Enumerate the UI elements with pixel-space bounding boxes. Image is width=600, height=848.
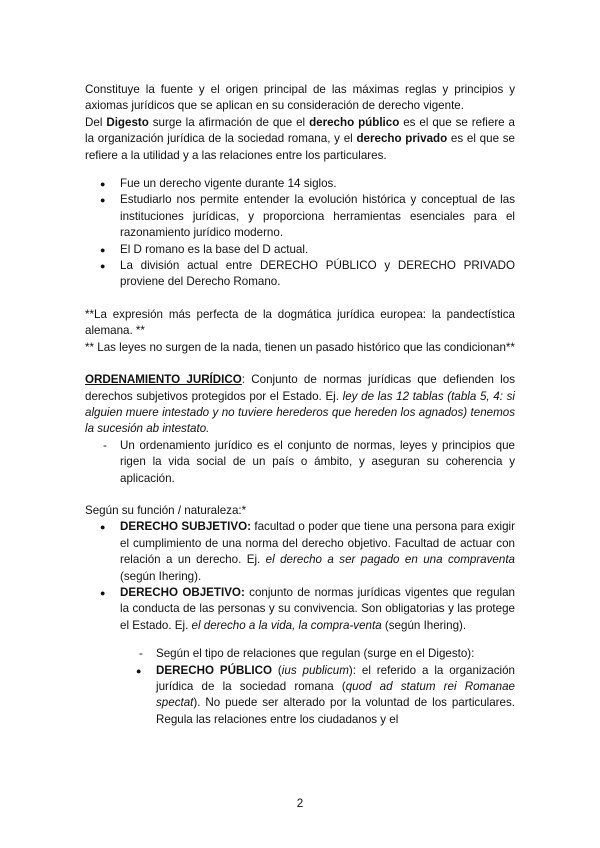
text-fragment: ): el referido a la organización jurídica de la sociedad romana ( bbox=[156, 663, 515, 693]
text-fragment: Del bbox=[85, 115, 107, 129]
list-item bbox=[121, 663, 515, 729]
text-fragment: (según Ihering). bbox=[381, 618, 467, 632]
text-fragment: conjunto de normas jurídicas vigentes que regulan la conducta de las personas y su convivencia. Son obligatorias y las protege el Estado. Ej. bbox=[120, 585, 515, 632]
digesto-term: Digesto bbox=[106, 115, 149, 129]
note-pandectistica: **La expresión más perfecta de la dogmática jurídica europea: la pandectística alemana. ** bbox=[85, 307, 515, 338]
derecho-publico-term: derecho público bbox=[309, 115, 400, 129]
derecho-privado-term: derecho privado bbox=[356, 132, 448, 146]
intro-paragraph bbox=[85, 82, 515, 164]
latin-quote: quod ad statum rei Romanae spectat bbox=[156, 680, 515, 710]
derecho-objetivo-term: DERECHO OBJETIVO: bbox=[120, 585, 245, 599]
text-fragment: es el que se refiere a la organización jurídica de la sociedad romana, y el bbox=[85, 115, 515, 146]
text-fragment: facultad o poder que tiene una persona para exigir el cumplimiento de una norma del derecho objetivo. Facultad de actuar con relación a un derecho. Ej. bbox=[120, 520, 515, 567]
list-item bbox=[85, 519, 515, 585]
list-item: ● El D romano es la base del D actual. bbox=[85, 242, 515, 258]
list-item: - Según el tipo de relaciones que regulan (surge en el Digesto): bbox=[121, 646, 515, 662]
note-leyes: ** Las leyes no surgen de la nada, tienen un pasado histórico que las condicionan** bbox=[85, 340, 515, 354]
objetivo-example: el derecho a la vida, la compra-venta bbox=[191, 618, 382, 632]
page-number: 2 bbox=[296, 797, 304, 810]
text-fragment: : Conjunto de normas jurídicas que defienden los derechos subjetivos protegidos por el Estado. Ej. bbox=[85, 373, 515, 403]
funcion-heading: Según su función / naturaleza:* bbox=[85, 503, 247, 517]
relaciones-list bbox=[121, 663, 515, 729]
funcion-list bbox=[85, 519, 515, 634]
relaciones-dash-list bbox=[121, 646, 515, 662]
ius-publicum-term: ius publicum bbox=[281, 663, 349, 677]
intro-text: Constituye la fuente y el origen principal de las máximas reglas y principios y axiomas jurídicos que se aplican en su consideración de derecho vigente. bbox=[85, 83, 515, 113]
ordenamiento-paragraph bbox=[85, 372, 515, 438]
list-item: ● Estudiarlo nos permite entender la evolución histórica y conceptual de las instituciones jurídicas, y proporciona herramientas esenciales para el razonamiento jurídico moderno. bbox=[85, 192, 515, 241]
text-fragment: (según Ihering). bbox=[120, 569, 202, 583]
subjetivo-example: el derecho a ser pagado en una compraventa bbox=[265, 553, 515, 567]
text-fragment: ( bbox=[272, 663, 282, 677]
text-fragment: surge la afirmación de que el bbox=[148, 115, 310, 129]
text-fragment: es el que se refiere a la utilidad y a las relaciones entre los particulares. bbox=[85, 132, 515, 162]
ordenamiento-term: ORDENAMIENTO JURÍDICO bbox=[85, 373, 242, 387]
document-page bbox=[85, 82, 515, 728]
derecho-subjetivo-term: DERECHO SUBJETIVO: bbox=[120, 520, 251, 534]
list-item: ● La división actual entre DERECHO PÚBLICO y DERECHO PRIVADO proviene del Derecho Romano. bbox=[85, 258, 515, 291]
ordenamiento-example: ley de las 12 tablas (tabla 5, 4: si alguien muere intestado y no tuviere herederos que hereden los agnados) tenemos la sucesión ab intestato. bbox=[85, 389, 515, 436]
text-fragment: ). No puede ser alterado por la voluntad de los particulares. Regula las relaciones entre los ciudadanos y el bbox=[156, 696, 515, 726]
derecho-publico-heading: DERECHO PÚBLICO bbox=[156, 663, 273, 677]
facts-list bbox=[85, 176, 515, 291]
list-item bbox=[85, 585, 515, 634]
list-item: - Un ordenamiento jurídico es el conjunto de normas, leyes y principios que rigen la vida social de un país o ámbito, y aseguran su coherencia y aplicación. bbox=[85, 438, 515, 487]
ordenamiento-dash-list bbox=[85, 438, 515, 487]
list-item: ● Fue un derecho vigente durante 14 siglos. bbox=[85, 176, 515, 192]
